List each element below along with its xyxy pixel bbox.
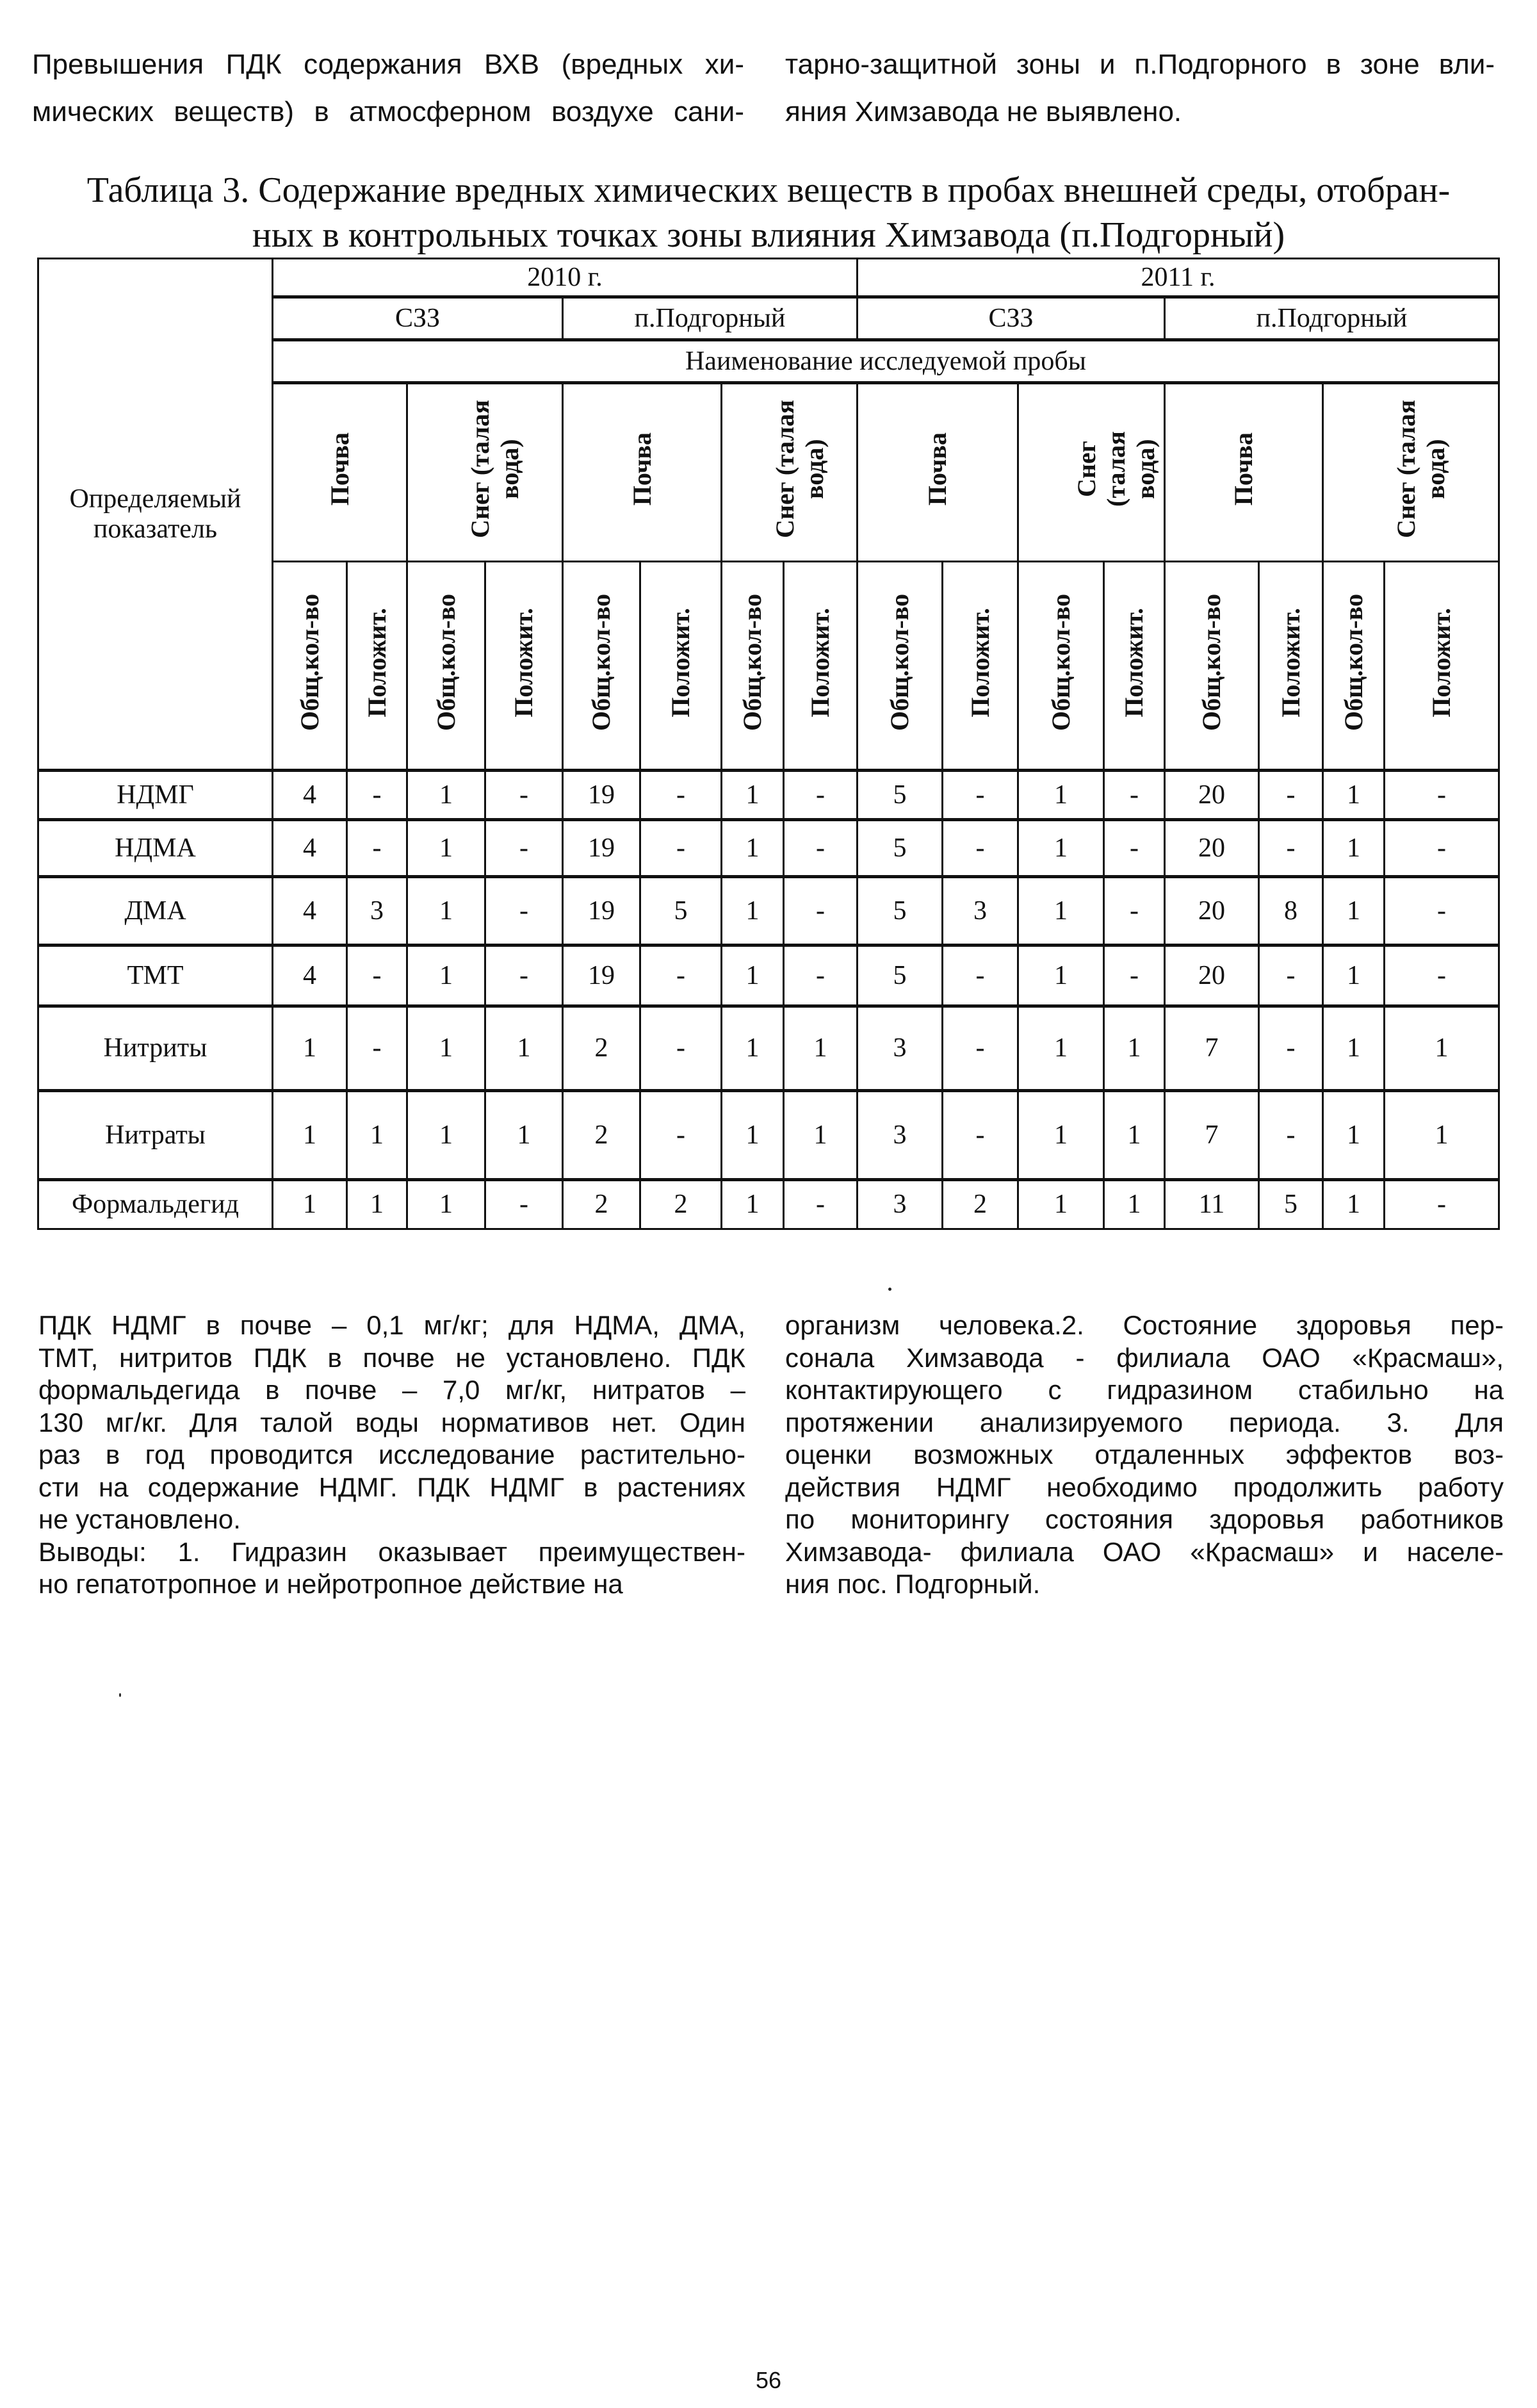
table-cell: - [485,877,563,946]
sample-type-label: Почва [627,432,656,506]
table-cell: - [1104,771,1165,820]
table-cell: 1 [407,877,485,946]
body-line: не установлено. [38,1504,241,1534]
body-line: ния пос. Подгорный. [785,1569,1041,1599]
positive-count-label: Положит. [965,607,995,717]
table-cell: - [1385,946,1499,1006]
count-header [858,562,943,771]
table-cell: 1 [1104,1091,1165,1180]
positive-count-label: Положит. [509,607,538,717]
sample-group-header: Наименование исследуемой пробы [273,340,1499,383]
count-header [943,562,1018,771]
table-cell: 1 [722,1091,784,1180]
intro-left-column [32,41,744,136]
table-cell: 1 [1323,1091,1385,1180]
table-cell: 1 [1323,820,1385,877]
table-cell: - [1259,771,1323,820]
table-cell: 1 [1323,877,1385,946]
table-cell: 1 [722,877,784,946]
sample-type-header [273,383,407,562]
table-cell: 1 [485,1091,563,1180]
table-cell: 1 [407,771,485,820]
table-cell: 19 [563,771,640,820]
table-cell: 2 [563,1006,640,1091]
table-cell: 1 [1018,1006,1104,1091]
table-cell: 1 [1385,1006,1499,1091]
table-cell: 5 [858,771,943,820]
intro-line: тарно-защитной зоны и п.Подгорного в зоне вли- [785,49,1495,80]
table-cell: 1 [784,1006,858,1091]
sample-type-header [722,383,858,562]
count-header [1385,562,1499,771]
table-cell: 4 [273,771,347,820]
row-label: НДМГ [38,771,273,820]
table-cell: - [784,820,858,877]
table-cell: 1 [722,1006,784,1091]
table-cell: 11 [1165,1180,1259,1229]
count-header [273,562,347,771]
page-number: 56 [755,2367,782,2393]
sample-type-header [1018,383,1165,562]
row-label: ДМА [38,877,273,946]
table-cell: 1 [722,1180,784,1229]
table-cell: 1 [407,946,485,1006]
count-header [1104,562,1165,771]
table-cell: - [640,820,722,877]
sample-type-label: Почва [1229,432,1258,506]
table-cell: 20 [1165,771,1259,820]
table-cell: 1 [273,1180,347,1229]
body-line: по мониторингу состояния здоровья работников [785,1504,1504,1534]
table-cell: - [485,820,563,877]
positive-count-label: Положит. [806,607,834,717]
total-count-label: Общ.кол-во [295,593,324,731]
row-label: НДМА [38,820,273,877]
table-cell: 3 [858,1180,943,1229]
body-line: формальдегида в почве – 7,0 мг/кг, нитратов – [38,1375,745,1405]
table-cell: 1 [347,1180,407,1229]
table-cell: 1 [1018,877,1104,946]
data-table [37,258,1500,1230]
positive-count-label: Положит. [1427,607,1456,717]
intro-right-column [785,41,1495,136]
sample-type-header [858,383,1018,562]
table-cell: 1 [407,820,485,877]
body-line: протяжении анализируемого периода. 3. Для [785,1407,1504,1437]
positive-count-label: Положит. [1276,607,1305,717]
table-cell: 1 [1323,1180,1385,1229]
table-row [38,1091,1499,1180]
positive-count-label: Положит. [666,607,695,717]
sample-type-header [1165,383,1323,562]
table-cell: 19 [563,946,640,1006]
table-cell: 1 [407,1091,485,1180]
intro-line: мических веществ) в атмосферном воздухе сани- [32,96,744,127]
table-cell: - [1104,877,1165,946]
body-line: раз в год проводится исследование растительно- [38,1439,745,1470]
body-line: сти на содержание НДМГ. ПДК НДМГ в растениях [38,1471,745,1502]
table-cell: 5 [858,877,943,946]
table-cell: 3 [943,877,1018,946]
body-left-column [38,1309,745,1601]
table-cell: - [943,771,1018,820]
total-count-label: Общ.кол-во [885,593,914,731]
table-row [38,1006,1499,1091]
table-cell: 4 [273,877,347,946]
sample-type-label: Снег (талая вода) [1072,431,1160,507]
table-cell: 3 [858,1091,943,1180]
table-cell: 3 [858,1006,943,1091]
total-count-label: Общ.кол-во [1197,593,1226,731]
count-header [784,562,858,771]
count-header [722,562,784,771]
table-cell: 4 [273,946,347,1006]
count-header [347,562,407,771]
table-cell: - [640,1006,722,1091]
body-line: но гепатотропное и нейротропное действие на [38,1569,623,1599]
count-header [407,562,485,771]
table-cell: - [784,877,858,946]
row-label: Формальдегид [38,1180,273,1229]
table-cell: 1 [1323,946,1385,1006]
body-right-column [785,1309,1504,1601]
site-header: СЗЗ [273,297,563,340]
table-cell: 1 [1104,1006,1165,1091]
table-row [38,1180,1499,1229]
table-cell: - [943,820,1018,877]
table-cell: - [1259,820,1323,877]
table-cell: - [943,1006,1018,1091]
row-header-cell [38,259,273,771]
table-row [38,771,1499,820]
table-cell: 20 [1165,820,1259,877]
table-row [38,820,1499,877]
intro-line: Превышения ПДК содержания ВХВ (вредных хи- [32,49,744,80]
count-header [640,562,722,771]
year-header: 2011 г. [858,259,1499,297]
body-line: ТМТ, нитритов ПДК в почве не установлено. ПДК [38,1342,745,1373]
table-cell: - [1259,946,1323,1006]
table-cell: - [485,771,563,820]
table-cell: - [1104,820,1165,877]
table-cell: 2 [563,1091,640,1180]
table-cell: 7 [1165,1091,1259,1180]
table-title-line: Таблица 3. Содержание вредных химических веществ в пробах внешней среды, отобран- [86,170,1451,210]
table-cell: 19 [563,877,640,946]
table-cell: 1 [273,1091,347,1180]
table-cell: 5 [858,820,943,877]
count-header [1165,562,1259,771]
site-header: СЗЗ [858,297,1165,340]
sample-type-header [1323,383,1499,562]
table-cell: 1 [407,1180,485,1229]
count-header [1018,562,1104,771]
table-cell: 1 [1018,946,1104,1006]
table-cell: 19 [563,820,640,877]
table-cell: - [943,946,1018,1006]
table-cell: 5 [1259,1180,1323,1229]
table-cell: - [347,820,407,877]
body-line: Химзавода- филиала ОАО «Красмаш» и населе- [785,1536,1504,1567]
sample-type-label: Почва [923,432,952,506]
table-cell: - [347,946,407,1006]
table-cell: 1 [722,771,784,820]
positive-count-label: Положит. [362,607,391,717]
table-cell: - [347,1006,407,1091]
table-cell: - [347,771,407,820]
table-cell: 1 [407,1006,485,1091]
body-line: оценки возможных отдаленных эффектов воз- [785,1439,1504,1470]
table-cell: 2 [563,1180,640,1229]
table-cell: 5 [640,877,722,946]
table-cell: 1 [1018,1180,1104,1229]
table-cell: 1 [722,820,784,877]
table-cell: - [1385,771,1499,820]
table-row [38,946,1499,1006]
intro-line: яния Химзавода не выявлено. [785,96,1182,127]
table-cell: 1 [1323,771,1385,820]
table-cell: - [485,1180,563,1229]
body-line: организм человека.2. Состояние здоровья пер- [785,1310,1504,1340]
table-cell: 1 [722,946,784,1006]
table-cell: 1 [1323,1006,1385,1091]
table-cell: - [1259,1006,1323,1091]
count-header [1323,562,1385,771]
table-cell: - [485,946,563,1006]
body-line: ПДК НДМГ в почве – 0,1 мг/кг; для НДМА, ДМА, [38,1310,745,1340]
total-count-label: Общ.кол-во [1338,593,1368,731]
table-cell: 1 [485,1006,563,1091]
count-header [485,562,563,771]
total-count-label: Общ.кол-во [738,593,767,731]
row-label: Нитриты [38,1006,273,1091]
year-header: 2010 г. [273,259,858,297]
sample-type-header [563,383,722,562]
sample-type-label: Снег (талая вода) [466,400,524,539]
body-line: 130 мг/кг. Для талой воды нормативов нет. Один [38,1407,745,1437]
scan-speck [119,1693,121,1697]
total-count-label: Общ.кол-во [431,593,460,731]
table-cell: 1 [1018,820,1104,877]
table-cell: - [1259,1091,1323,1180]
scan-speck [888,1288,891,1291]
row-header: Определяемый показатель [69,484,241,544]
total-count-label: Общ.кол-во [587,593,615,731]
count-header [563,562,640,771]
positive-count-label: Положит. [1119,607,1148,717]
row-label: ТМТ [38,946,273,1006]
body-line: действия НДМГ необходимо продолжить работу [785,1471,1504,1502]
table-cell: - [784,771,858,820]
sample-type-label: Почва [325,432,354,506]
body-line: контактирующего с гидразином стабильно на [785,1375,1504,1405]
table-row [38,877,1499,946]
table-cell: - [640,946,722,1006]
table-cell: 1 [1018,771,1104,820]
table-cell: 1 [347,1091,407,1180]
table-cell: 2 [640,1180,722,1229]
table-body [38,771,1499,1229]
table-cell: 3 [347,877,407,946]
table-cell: 8 [1259,877,1323,946]
site-header: п.Подгорный [563,297,858,340]
table-cell: 7 [1165,1006,1259,1091]
sample-type-label: Снег (талая вода) [770,400,829,539]
table-cell: - [1104,946,1165,1006]
table-cell: 1 [1018,1091,1104,1180]
table-cell: - [943,1091,1018,1180]
site-header: п.Подгорный [1165,297,1499,340]
body-line: сонала Химзавода - филиала ОАО «Красмаш», [785,1342,1504,1373]
table-cell: 4 [273,820,347,877]
table-cell: - [784,946,858,1006]
sample-type-label: Снег (талая вода) [1392,400,1450,539]
table-cell: - [1385,1180,1499,1229]
table-cell: 20 [1165,877,1259,946]
table-title [38,168,1499,258]
sample-type-header [407,383,563,562]
body-line: Выводы: 1. Гидразин оказывает преимуществен- [38,1536,745,1567]
count-header [1259,562,1323,771]
table-cell: 1 [1385,1091,1499,1180]
table-cell: - [640,771,722,820]
table-cell: 1 [784,1091,858,1180]
table-cell: 5 [858,946,943,1006]
table-cell: 2 [943,1180,1018,1229]
table-cell: - [784,1180,858,1229]
table-cell: 20 [1165,946,1259,1006]
table-cell: - [640,1091,722,1180]
table-cell: 1 [1104,1180,1165,1229]
table-cell: - [1385,877,1499,946]
total-count-label: Общ.кол-во [1046,593,1075,731]
table-title-line: ных в контрольных точках зоны влияния Химзавода (п.Подгорный) [252,215,1285,255]
table-cell: - [1385,820,1499,877]
row-label: Нитраты [38,1091,273,1180]
table-cell: 1 [273,1006,347,1091]
